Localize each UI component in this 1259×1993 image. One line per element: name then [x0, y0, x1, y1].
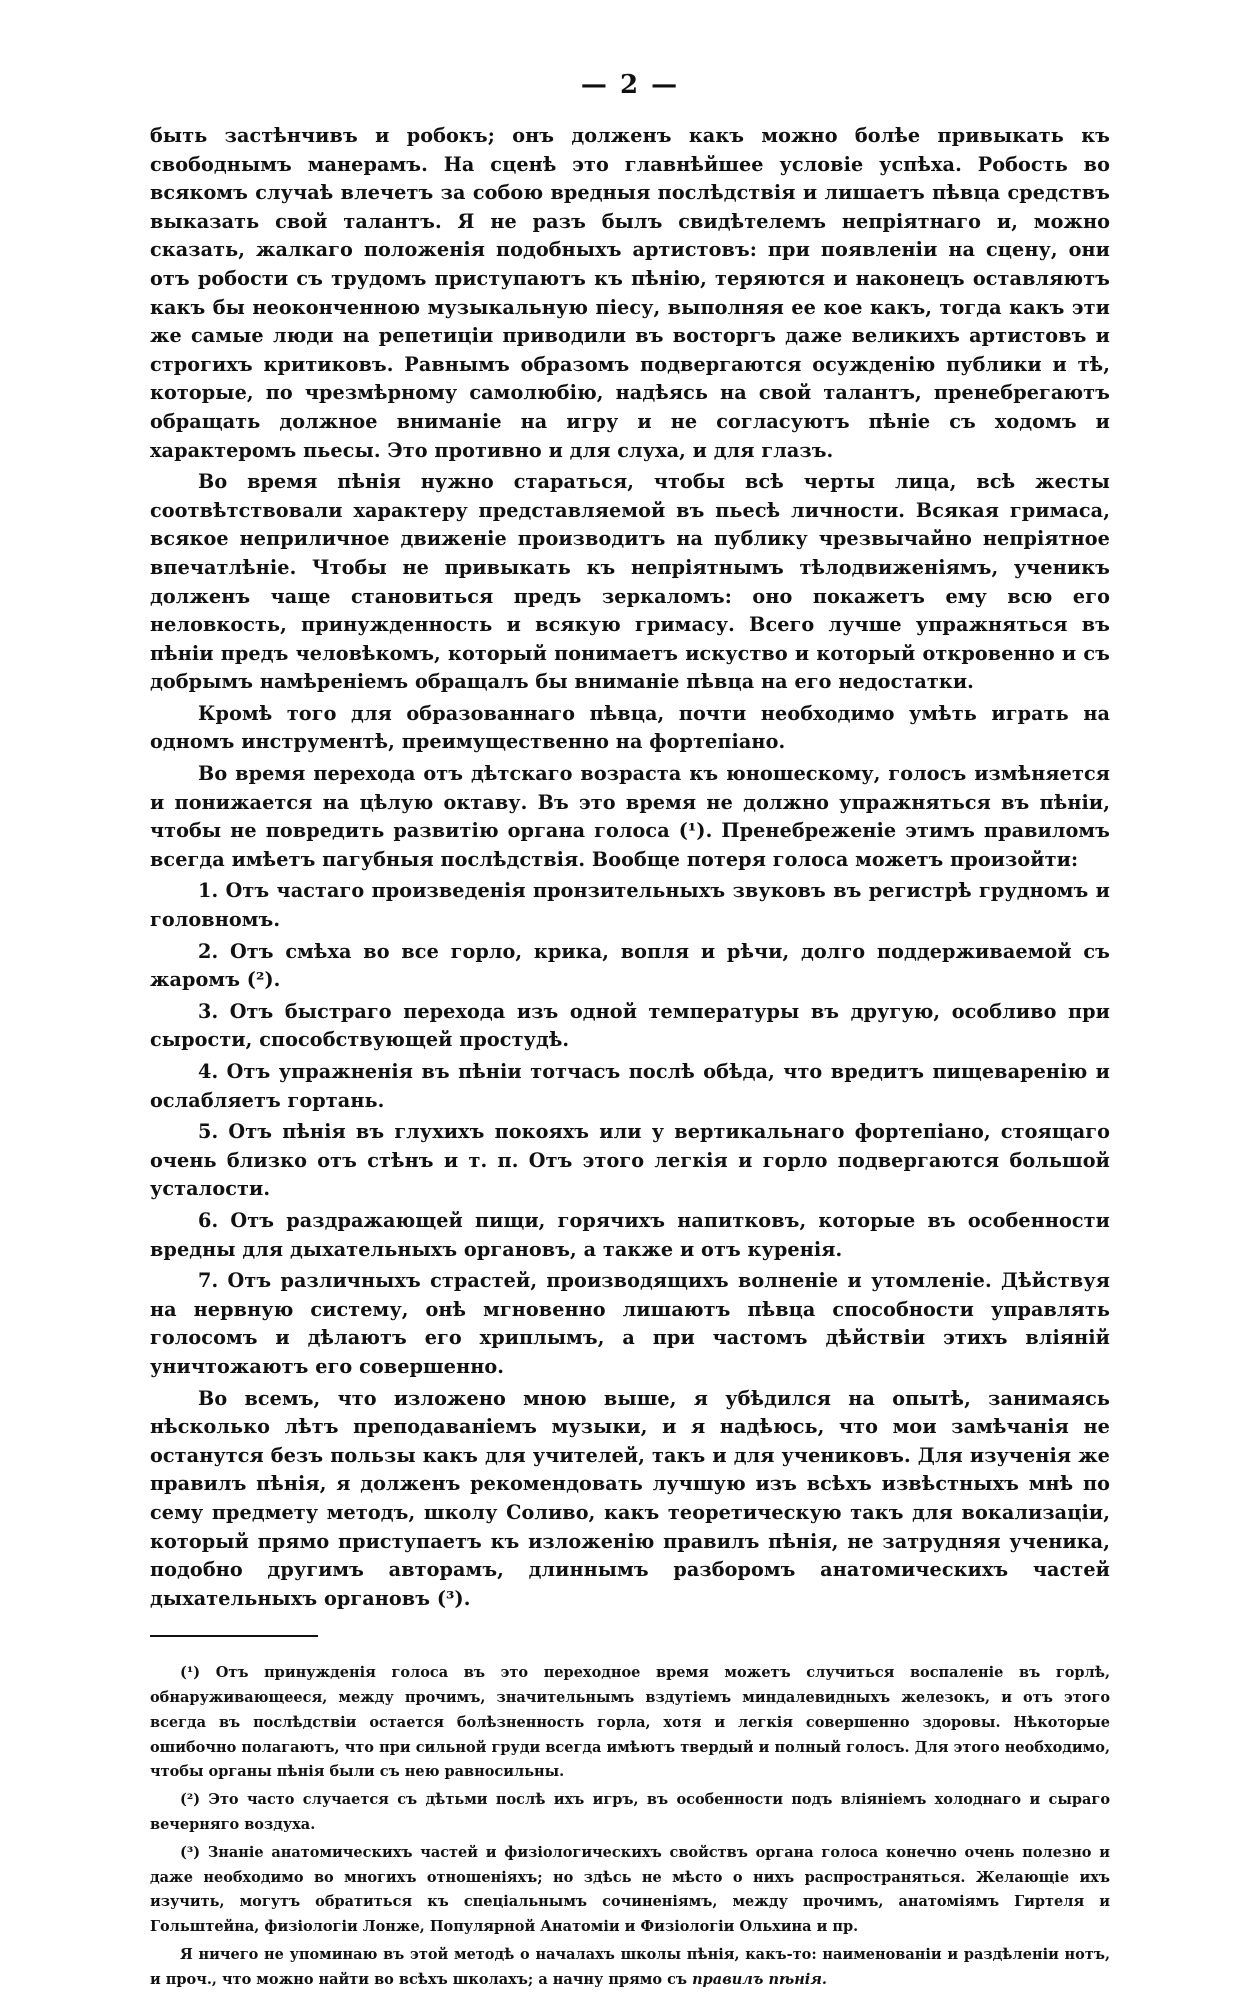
footnotes	[150, 1661, 1110, 1992]
document-page	[150, 70, 1110, 1993]
body-text	[150, 122, 1110, 1613]
list-item: 7. Отъ различныхъ страстей, производящихъ волненіе и утомленіе. Дѣйствуя на нервную систему, онѣ мгновенно лишаютъ пѣвца способности управлять голосомъ и дѣлаютъ его хриплымъ, а при частомъ дѣйствіи этихъ вліяній уничтожаютъ его совершенно.	[150, 1269, 1110, 1378]
footnote: (²) Это часто случается съ дѣтьми послѣ ихъ игръ, въ особенности подъ вліяніемъ холоднаго и сыраго вечерняго воздуха.	[150, 1791, 1110, 1834]
footnote-text: Я ничего не упоминаю въ этой методѣ о началахъ школы пѣнія, какъ-то: наименованіи и раздѣленіи нотъ, и проч., что можно найти во всѣхъ школахъ; а начну прямо съ	[150, 1946, 1110, 1988]
list-item: 3. Отъ быстраго перехода изъ одной температуры въ другую, особливо при сырости, способствующей простудѣ.	[150, 999, 1110, 1052]
paragraph: Во время пѣнія нужно стараться, чтобы всѣ черты лица, всѣ жесты соотвѣтствовали характеру представляемой въ пьесѣ личности. Всякая гримаса, всякое неприличное движеніе производитъ на публику чрезвычайно непріятное впечатлѣніе. Чтобы не привыкать къ непріятнымъ тѣлодвиженіямъ, ученикъ долженъ чаще становиться предъ зеркаломъ: оно покажетъ ему всю его неловкость, принужденность и всякую гримасу. Всего лучше упражняться въ пѣніи предъ человѣкомъ, который понимаетъ искуство и который откровенно и съ добрымъ намѣреніемъ обращалъ бы вниманіе пѣвца на его недостатки.	[150, 470, 1110, 694]
list-item: 1. Отъ частаго произведенія пронзительныхъ звуковъ въ регистрѣ грудномъ и головномъ.	[150, 879, 1110, 932]
paragraph: Во время перехода отъ дѣтскаго возраста къ юношескому, голосъ измѣняется и понижается на цѣлую октаву. Въ это время не должно упражняться въ пѣніи, чтобы не повредить развитію органа голоса (¹). Пренебреженіе этимъ правиломъ всегда имѣетъ пагубныя послѣдствія. Вообще потеря голоса можетъ произойти:	[150, 762, 1110, 871]
paragraph: быть застѣнчивъ и робокъ; онъ долженъ какъ можно болѣе привыкать къ свободнымъ манерамъ. На сценѣ это главнѣйшее условіе успѣха. Робость во всякомъ случаѣ влечетъ за собою вредныя послѣдствія и лишаетъ пѣвца средствъ выказать свой талантъ. Я не разъ былъ свидѣтелемъ непріятнаго и, можно сказать, жалкаго положенія подобныхъ артистовъ: при появленіи на сцену, они отъ робости съ трудомъ приступаютъ къ пѣнію, теряются и наконецъ оставляютъ какъ бы неоконченною музыкальную піесу, выполняя ее кое какъ, тогда какъ эти же самые люди на репетиціи приводили въ восторгъ даже великихъ артистовъ и строгихъ критиковъ. Равнымъ образомъ подвергаются осужденію публики и тѣ, которые, по чрезмѣрному самолюбію, надѣясь на свой талантъ, пренебрегаютъ обращать должное вниманіе на игру и не согласуютъ пѣніе съ ходомъ и характеромъ пьесы. Это противно и для слуха, и для глазъ.	[150, 124, 1110, 462]
footnote-divider	[150, 1635, 318, 1637]
footnote	[150, 1943, 1110, 1993]
paragraph: Во всемъ, что изложено мною выше, я убѣдился на опытѣ, занимаясь нѣсколько лѣтъ преподаваніемъ музыки, и я надѣюсь, что мои замѣчанія не останутся безъ пользы какъ для учителей, такъ и для учениковъ. Для изученія же правилъ пѣнія, я долженъ рекомендовать лучшую изъ всѣхъ извѣстныхъ мнѣ по сему предмету методъ, школу Соливо, какъ теоретическую такъ для вокализаціи, который прямо приступаетъ къ изложенію правилъ пѣнія, не затрудняя ученика, подобно другимъ авторамъ, длиннымъ разборомъ анатомическихъ частей дыхательныхъ органовъ (³).	[150, 1386, 1110, 1610]
list-item: 6. Отъ раздражающей пищи, горячихъ напитковъ, которые въ особенности вредны для дыхательныхъ органовъ, а также и отъ куренія.	[150, 1208, 1110, 1261]
footnote-italic-text: правилъ пѣнія.	[692, 1970, 827, 1988]
page-number: — 2 —	[580, 70, 680, 100]
paragraph: Кромѣ того для образованнаго пѣвца, почти необходимо умѣть играть на одномъ инструментѣ, преимущественно на фортепіано.	[150, 701, 1110, 754]
list-item: 4. Отъ упражненія въ пѣніи тотчасъ послѣ обѣда, что вредитъ пищеваренію и ослабляетъ гортань.	[150, 1060, 1110, 1112]
list-item: 2. Отъ смѣха во все горло, крика, вопля и рѣчи, долго поддерживаемой съ жаромъ (²).	[150, 939, 1110, 992]
footnote: (¹) Отъ принужденія голоса въ это переходное время можетъ случиться воспаленіе въ горлѣ, обнаруживающееся, между прочимъ, значительнымъ вздутіемъ миндалевидныхъ железокъ, и отъ этого всегда въ послѣдствіи остается болѣзненность горла, хотя и легкія совершенно здоровы. Нѣкоторые ошибочно полагаютъ, что при сильной груди всегда имѣютъ твердый и полный голосъ. Для этого необходимо, чтобы органы пѣнія были съ нею равносильны.	[150, 1664, 1110, 1781]
footnote: (³) Знаніе анатомическихъ частей и физіологическихъ свойствъ органа голоса конечно очень полезно и даже необходимо во многихъ отношеніяхъ; но здѣсь не мѣсто о нихъ распространяться. Желающіе ихъ изучить, могутъ обратиться къ спеціальнымъ сочиненіямъ, между прочимъ, анатоміямъ Гиртеля и Гольштейна, физіологіи Лонже, Популярной Анатоміи и Физіологіи Ольхина и пр.	[150, 1843, 1110, 1936]
list-item: 5. Отъ пѣнія въ глухихъ покояхъ или у вертикальнаго фортепіано, стоящаго очень близко отъ стѣнъ и т. п. Отъ этого легкія и горло подвергаются большой усталости.	[150, 1120, 1110, 1201]
